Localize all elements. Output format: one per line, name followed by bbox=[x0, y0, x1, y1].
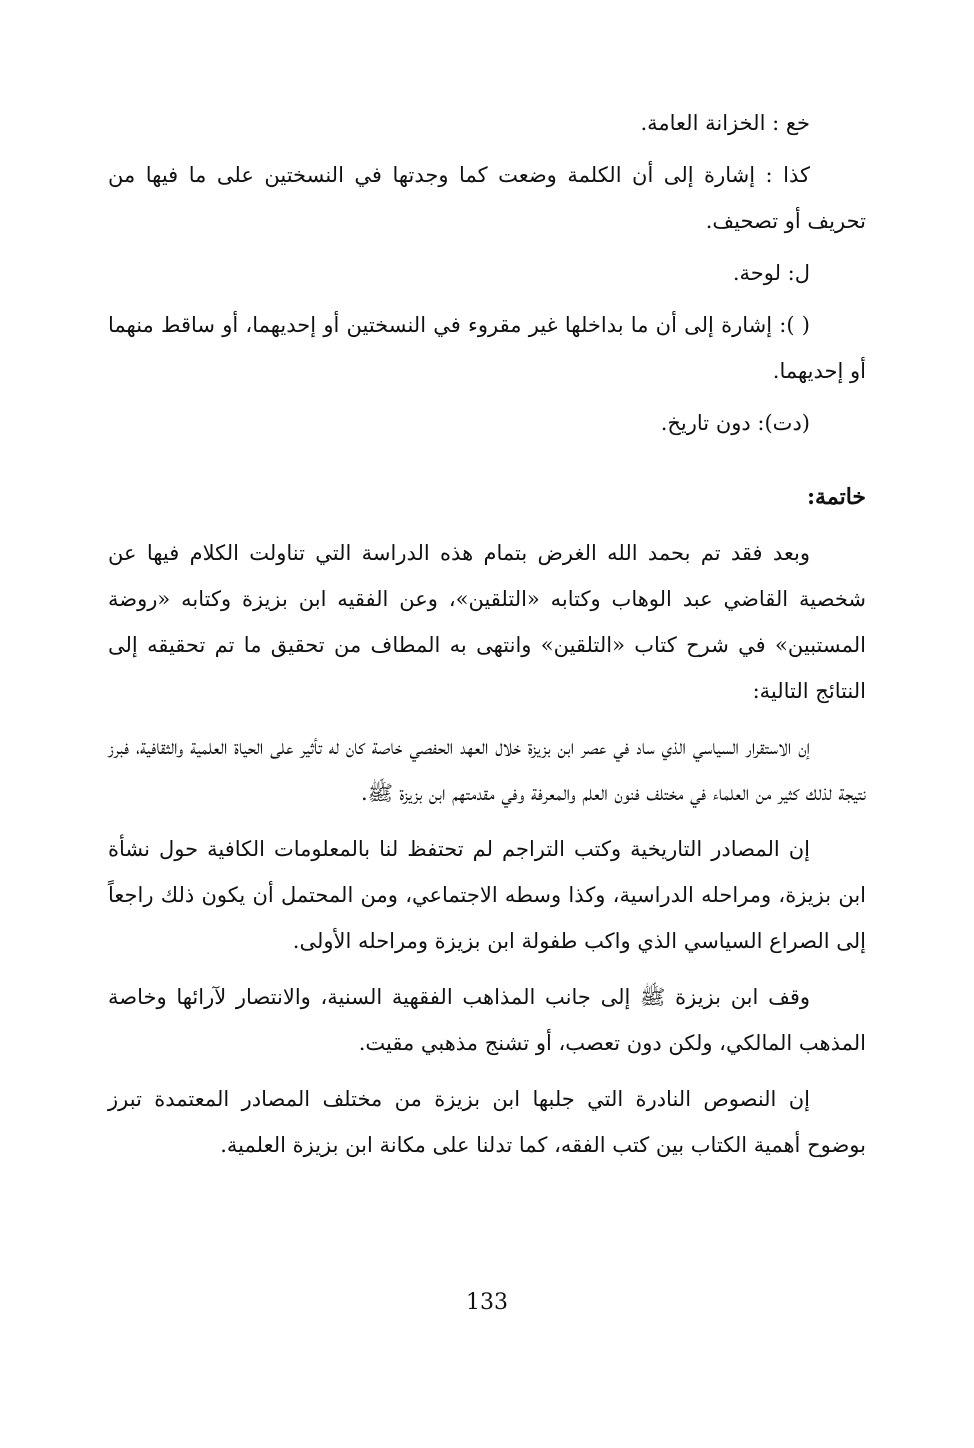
abbreviation-line: ( ): إشارة إلى أن ما بداخلها غير مقروء في النسختين أو إحديهما، أو ساقط منهما أو إحديهما. bbox=[108, 313, 866, 383]
abbreviation-line: خع : الخزانة العامة. bbox=[640, 111, 810, 135]
abbreviation-line: ل: لوحة. bbox=[732, 261, 810, 285]
body-paragraph: وقف ابن بزيزة ﷺ إلى جانب المذاهب الفقهية السنية، والانتصار لآرائها وخاصة المذهب المالكي، ولكن دون تعصب، أو تشنج مذهبي مقيت. bbox=[108, 985, 866, 1055]
body-paragraph: إن النصوص النادرة التي جلبها ابن بزيزة من مختلف المصادر المعتمدة تبرز بوضوح أهمية الكتاب بين كتب الفقه، كما تدلنا على مكانة ابن بزيزة العلمية. bbox=[108, 1087, 866, 1157]
section-title: خاتمة: bbox=[806, 484, 866, 510]
page-number: 133 bbox=[466, 1290, 508, 1315]
abbreviation-line: كذا : إشارة إلى أن الكلمة وضعت كما وجدتها في النسختين على ما فيها من تحريف أو تصحيف. bbox=[108, 163, 866, 233]
body-paragraph: إن الاستقرار السياسي الذي ساد في عصر ابن بزيزة خلال العهد الحفصي خاصة كان له تأثير على الحياة العلمية والثقافية، فبرز نتيجة لذلك كثير من العلماء في مختلف فنون العلم والمعرفة وفي مقدمتهم ابن بزيزة ﷺ. bbox=[108, 735, 866, 805]
page-body bbox=[108, 100, 866, 1178]
body-paragraph: وبعد فقد تم بحمد الله الغرض بتمام هذه الدراسة التي تناولت الكلام فيها عن شخصية القاضي عبد الوهاب وكتابه «التلقين»، وعن الفقيه ابن بزيزة وكتابه «روضة المستبين» في شرح كتاب «التلقين» وانتهى به المطاف من تحقيق ما تم تحقيقه إلى النتائج التالية: bbox=[108, 541, 866, 703]
abbreviation-line: (دت): دون تاريخ. bbox=[660, 411, 810, 435]
body-paragraph: إن المصادر التاريخية وكتب التراجم لم تحتفظ لنا بالمعلومات الكافية حول نشأة ابن بزيزة، ومراحله الدراسية، وكذا وسطه الاجتماعي، ومن المحتمل أن يكون ذلك راجعاً إلى الصراع السياسي الذي واكب طفولة ابن بزيزة ومراحله الأولى. bbox=[108, 837, 866, 953]
